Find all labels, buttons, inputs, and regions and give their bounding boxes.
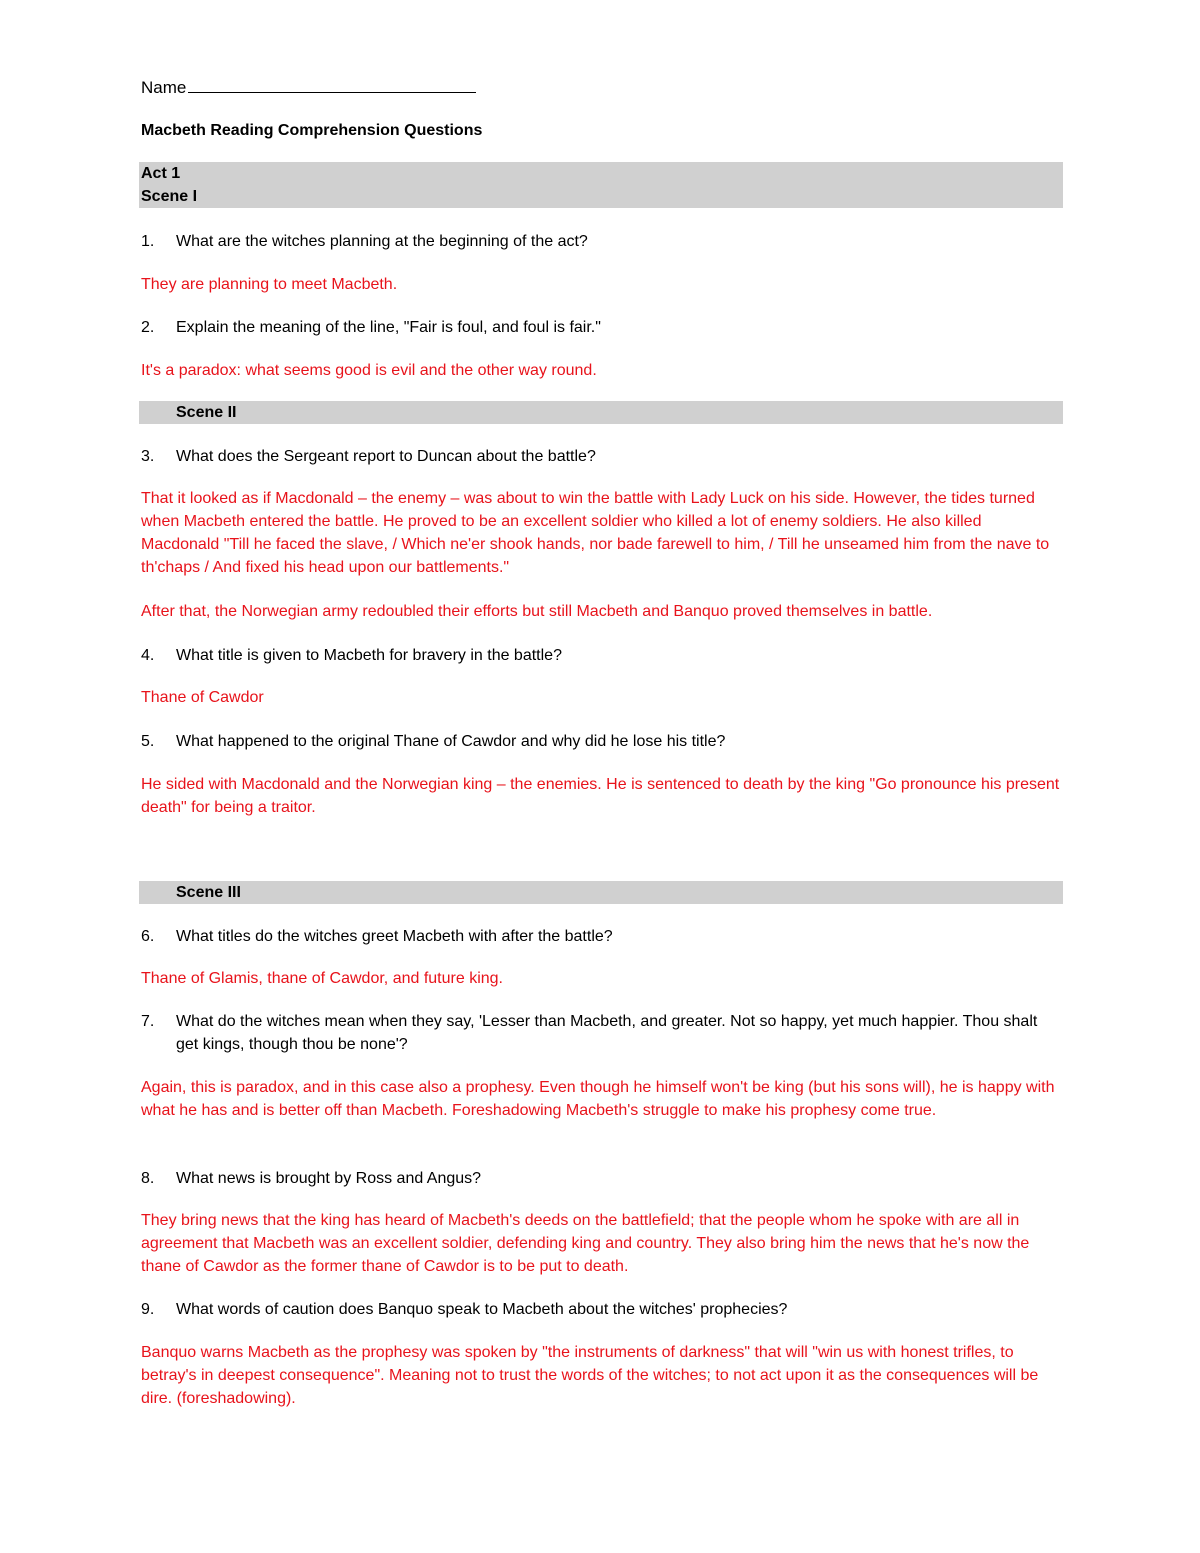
- answer-1: They are planning to meet Macbeth.: [141, 276, 398, 293]
- question-8: [141, 1167, 1061, 1190]
- answer-6: Thane of Glamis, thane of Cawdor, and future king.: [141, 970, 503, 987]
- question-text: What happened to the original Thane of Cawdor and why did he lose his title?: [176, 733, 726, 750]
- section-header-act1-scene1: [139, 162, 1063, 208]
- question-number: 1.: [141, 233, 155, 250]
- question-5: [141, 730, 1061, 753]
- question-1: [141, 230, 1061, 253]
- answer-4: Thane of Cawdor: [141, 689, 264, 706]
- question-text: What are the witches planning at the beginning of the act?: [176, 233, 588, 250]
- answer-2: It's a paradox: what seems good is evil and the other way round.: [141, 362, 597, 379]
- answer-3: That it looked as if Macdonald – the enemy – was about to win the battle with Lady Luck on his side. However, the tides turned when Macbeth entered the battle. He proved to be an excellent soldier who killed a lot of enemy soldiers. He also killed Macdonald "Till he faced the slave, / Which ne'er shook hands, nor bade farewell to him, / Till he unseamed him from the nave to th'chaps / And fixed his head upon our battlements.": [141, 490, 1050, 576]
- section-header-scene2: [139, 401, 1063, 424]
- question-text: What does the Sergeant report to Duncan about the battle?: [176, 448, 596, 465]
- question-number: 9.: [141, 1301, 155, 1318]
- question-text: What title is given to Macbeth for bravery in the battle?: [176, 647, 562, 664]
- question-number: 6.: [141, 928, 155, 945]
- act-heading: Act 1: [141, 165, 181, 182]
- name-blank-line: [188, 76, 476, 93]
- question-number: 5.: [141, 733, 155, 750]
- scene-heading: Scene I: [141, 188, 198, 205]
- question-text: What do the witches mean when they say, 'Lesser than Macbeth, and greater. Not so happy, yet much happier. Thou shalt get kings, though thou be none'?: [176, 1013, 1038, 1053]
- scene-heading: Scene III: [176, 884, 241, 901]
- question-2: [141, 316, 1061, 339]
- question-text: Explain the meaning of the line, "Fair is foul, and foul is fair.": [176, 319, 601, 336]
- question-text: What words of caution does Banquo speak to Macbeth about the witches' prophecies?: [176, 1301, 788, 1318]
- section-header-scene3: [139, 881, 1063, 904]
- answer-5: He sided with Macdonald and the Norwegian king – the enemies. He is sentenced to death by the king "Go pronounce his present death" for being a traitor.: [141, 776, 1060, 816]
- document-title: Macbeth Reading Comprehension Questions: [141, 122, 483, 139]
- question-9: [141, 1298, 1061, 1321]
- question-number: 3.: [141, 448, 155, 465]
- question-number: 4.: [141, 647, 155, 664]
- question-7: [141, 1010, 1061, 1056]
- answer-7: Again, this is paradox, and in this case also a prophesy. Even though he himself won't be king (but his sons will), he is happy with what he has and is better off than Macbeth. Foreshadowing Macbeth's struggle to make his prophesy come true.: [141, 1079, 1055, 1119]
- question-text: What news is brought by Ross and Angus?: [176, 1170, 482, 1187]
- question-4: [141, 644, 1061, 667]
- answer-9: Banquo warns Macbeth as the prophesy was spoken by "the instruments of darkness" that will "win us with honest trifles, to betray's in deepest consequence". Meaning not to trust the words of the witches; to not act upon it as the consequences will be dire. (foreshadowing).: [141, 1344, 1039, 1407]
- scene-heading: Scene II: [176, 404, 237, 421]
- question-6: [141, 925, 1061, 948]
- answer-3-continued: After that, the Norwegian army redoubled their efforts but still Macbeth and Banquo proved themselves in battle.: [141, 603, 933, 620]
- question-number: 8.: [141, 1170, 155, 1187]
- name-field: [141, 76, 476, 98]
- question-number: 2.: [141, 319, 155, 336]
- question-text: What titles do the witches greet Macbeth with after the battle?: [176, 928, 613, 945]
- answer-8: They bring news that the king has heard of Macbeth's deeds on the battlefield; that the people whom he spoke with are all in agreement that Macbeth was an excellent soldier, defending king and country. They also bring him the news that he's now the thane of Cawdor as the former thane of Cawdor is to be put to death.: [141, 1212, 1030, 1275]
- name-label: Name: [141, 78, 187, 97]
- question-number: 7.: [141, 1013, 155, 1030]
- question-3: [141, 445, 1061, 468]
